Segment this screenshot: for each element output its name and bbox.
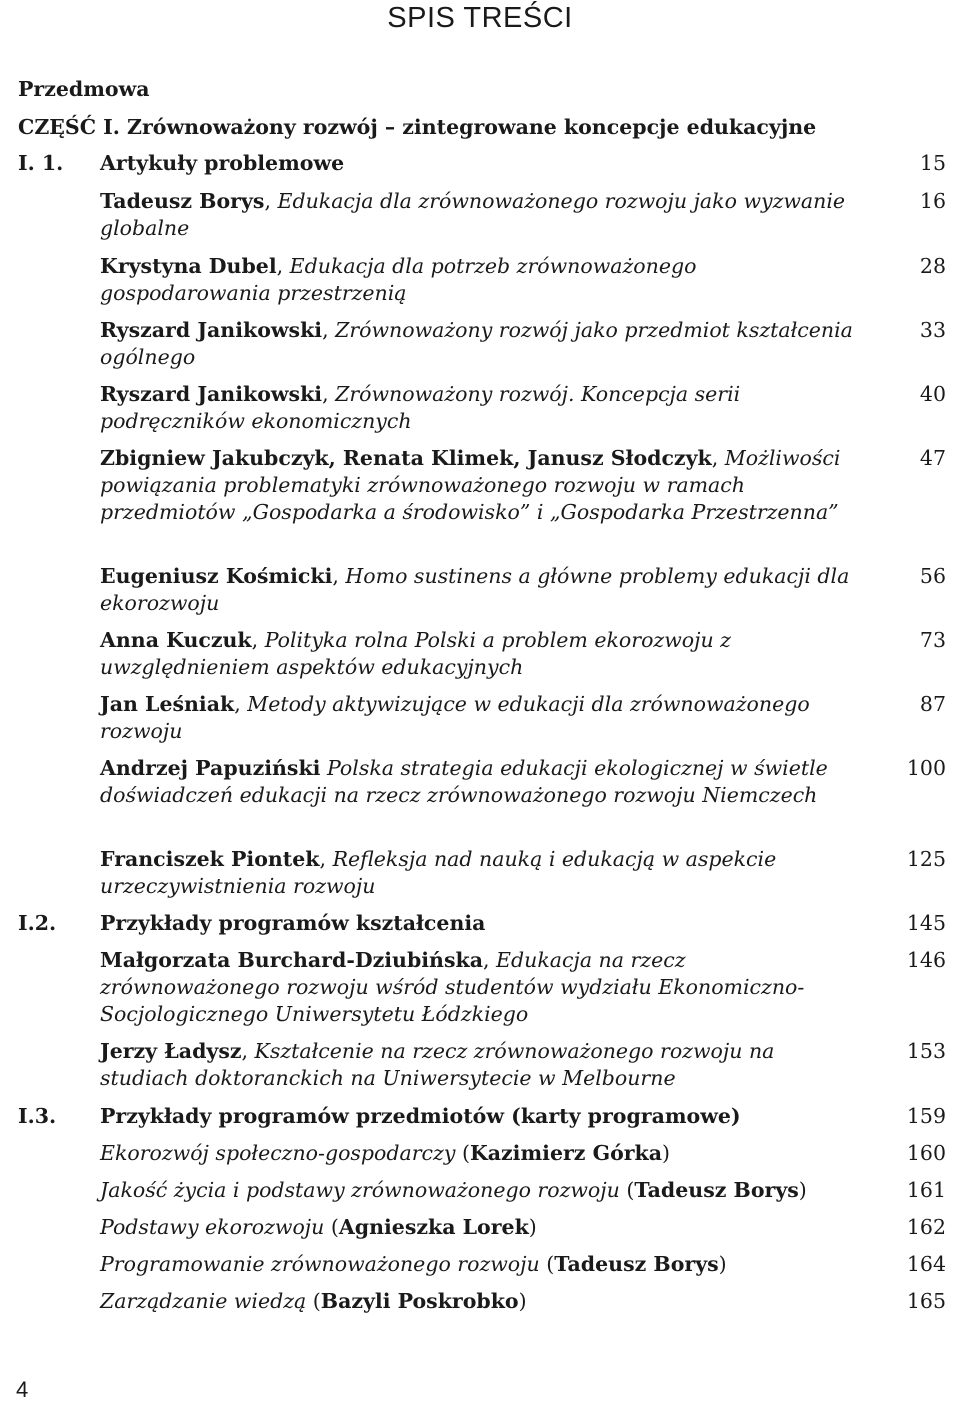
entry-title: Refleksja nad nauką i edukacją w aspekcie urzeczywistnienia rozwoju [100, 847, 777, 898]
toc-entry[interactable] [100, 1038, 946, 1092]
entry-page-number: 56 [919, 564, 946, 588]
entry-title: Metody aktywizujące w edukacji dla zrównoważonego rozwoju [100, 692, 810, 743]
toc-entry[interactable] [100, 755, 946, 809]
entry-author: Franciszek Piontek [100, 847, 320, 871]
entry-title: Edukacja na rzecz zrównoważonego rozwoju wśród studentów wydziału Ekonomiczno-Socjologicznego Uniwersytetu Łódzkiego [100, 948, 805, 1026]
entry-page-number: 28 [919, 254, 946, 278]
entry-title: Edukacja dla zrównoważonego rozwoju jako wyzwanie globalne [100, 189, 846, 240]
entry-text [100, 691, 862, 745]
entry-text [100, 846, 862, 900]
toc-entry[interactable] [100, 947, 946, 1028]
entry-separator: , [711, 446, 725, 470]
entry-title: Zrównoważony rozwój jako przedmiot kształcenia ogólnego [100, 318, 853, 369]
course-title: Zarządzanie wiedzą [100, 1289, 307, 1313]
close-paren: ) [718, 1252, 727, 1276]
entry-text [100, 755, 862, 809]
preface-link[interactable]: Przedmowa [18, 77, 150, 101]
entry-text [100, 1251, 900, 1278]
section-page-number: 159 [906, 1104, 946, 1128]
entry-author: Eugeniusz Kośmicki [100, 564, 333, 588]
entry-text [100, 947, 862, 1028]
toc-entry[interactable] [100, 317, 946, 371]
entry-text [100, 627, 862, 681]
entry-page-number: 162 [906, 1215, 946, 1239]
course-title: Programowanie zrównoważonego rozwoju [100, 1252, 540, 1276]
entry-text [100, 1038, 862, 1092]
section-title[interactable]: Artykuły problemowe [100, 151, 345, 175]
entry-page-number: 100 [906, 756, 946, 780]
entry-title: Zrównoważony rozwój. Koncepcja serii podręczników ekonomicznych [100, 382, 741, 433]
entry-separator: , [264, 189, 278, 213]
course-author: Tadeusz Borys [554, 1252, 719, 1276]
section-title[interactable]: Przykłady programów przedmiotów (karty programowe) [100, 1104, 741, 1128]
entry-author: Ryszard Janikowski [100, 318, 323, 342]
entry-author: Jerzy Ładysz [100, 1039, 242, 1063]
toc-entry[interactable] [100, 253, 946, 307]
entry-author: Krystyna Dubel [100, 254, 277, 278]
section-title[interactable]: Przykłady programów kształcenia [100, 911, 486, 935]
entry-text [100, 1288, 900, 1315]
entry-separator: , [251, 628, 265, 652]
entry-page-number: 164 [906, 1252, 946, 1276]
toc-entry[interactable] [100, 1214, 946, 1241]
entry-page-number: 165 [906, 1289, 946, 1313]
section-number: I. 1. [18, 151, 64, 175]
entry-separator: , [322, 318, 336, 342]
entry-separator: , [483, 948, 497, 972]
entry-page-number: 87 [919, 692, 946, 716]
close-paren: ) [662, 1141, 671, 1165]
entry-author: Andrzej Papuziński [100, 756, 321, 780]
entry-separator: , [332, 564, 346, 588]
entry-title: Homo sustinens a główne problemy edukacji dla ekorozwoju [100, 564, 850, 615]
entry-text [100, 188, 862, 242]
entry-page-number: 160 [906, 1141, 946, 1165]
entry-separator: , [241, 1039, 255, 1063]
entry-author: Ryszard Janikowski [100, 382, 323, 406]
entry-separator: , [322, 382, 336, 406]
toc-entry[interactable] [100, 691, 946, 745]
course-author: Tadeusz Borys [634, 1178, 799, 1202]
course-title: Ekorozwój społeczno-gospodarczy [100, 1141, 456, 1165]
open-paren: ( [324, 1215, 339, 1239]
entry-page-number: 73 [919, 628, 946, 652]
section-number: I.3. [18, 1104, 57, 1128]
entry-author: Zbigniew Jakubczyk, Renata Klimek, Janusz Słodczyk [100, 446, 712, 470]
entry-text [100, 1177, 900, 1204]
entry-text [100, 563, 862, 617]
entry-page-number: 16 [919, 189, 946, 213]
entry-title: Edukacja dla potrzeb zrównoważonego gospodarowania przestrzenią [100, 254, 697, 305]
toc-entry[interactable] [100, 381, 946, 435]
toc-entry[interactable] [100, 627, 946, 681]
entry-text [100, 317, 862, 371]
toc-entry[interactable] [100, 1251, 946, 1278]
entry-title: Polska strategia edukacji ekologicznej w świetle doświadczeń edukacji na rzecz zrównoważonego rozwoju Niemczech [100, 756, 828, 807]
page-number: 4 [16, 1377, 29, 1402]
open-paren: ( [539, 1252, 555, 1276]
course-title: Podstawy ekorozwoju [100, 1215, 325, 1239]
entry-text [100, 1214, 900, 1241]
entry-separator: , [234, 692, 248, 716]
entry-page-number: 125 [906, 847, 946, 871]
entry-page-number: 33 [919, 318, 946, 342]
course-author: Bazyli Poskrobko [320, 1289, 519, 1313]
entry-title: Możliwości powiązania problematyki zrównoważonego rozwoju w ramach przedmiotów „Gospodarka a środowisko” i „Gospodarka Przestrzenna” [100, 446, 841, 524]
section-number: I.2. [18, 911, 57, 935]
toc-entry[interactable] [100, 1288, 946, 1315]
entry-title: Kształcenie na rzecz zrównoważonego rozwoju na studiach doktoranckich na Uniwersytecie w Melbourne [100, 1039, 775, 1090]
page-title: SPIS TREŚCI [387, 2, 573, 34]
course-title: Jakość życia i podstawy zrównoważonego rozwoju [100, 1178, 620, 1202]
close-paren: ) [528, 1215, 537, 1239]
entry-page-number: 161 [906, 1178, 946, 1202]
entry-title: Polityka rolna Polski a problem ekorozwoju z uwzględnieniem aspektów edukacyjnych [100, 628, 731, 679]
toc-entry[interactable] [100, 188, 946, 242]
section-page-number: 15 [919, 151, 946, 175]
toc-entry[interactable] [100, 1140, 946, 1167]
entry-page-number: 47 [919, 446, 946, 470]
part-heading: CZĘŚĆ I. Zrównoważony rozwój – zintegrowane koncepcje edukacyjne [18, 115, 817, 139]
entry-author: Małgorzata Burchard-Dziubińska [100, 948, 483, 972]
close-paren: ) [798, 1178, 807, 1202]
entry-author: Jan Leśniak [100, 692, 235, 716]
course-author: Agnieszka Lorek [338, 1215, 529, 1239]
entry-text [100, 381, 862, 435]
entry-separator: , [319, 847, 333, 871]
entry-page-number: 153 [906, 1039, 946, 1063]
toc-entry[interactable] [100, 563, 946, 617]
toc-entry[interactable] [100, 846, 946, 900]
close-paren: ) [518, 1289, 527, 1313]
open-paren: ( [619, 1178, 635, 1202]
section-page-number: 145 [906, 911, 946, 935]
entry-page-number: 40 [919, 382, 946, 406]
entry-author: Anna Kuczuk [100, 628, 252, 652]
toc-entry[interactable] [100, 1177, 946, 1204]
open-paren: ( [306, 1289, 321, 1313]
entry-text [100, 253, 862, 307]
entry-text [100, 1140, 900, 1167]
course-author: Kazimierz Górka [469, 1141, 663, 1165]
entry-text [100, 445, 862, 526]
entry-separator: , [276, 254, 290, 278]
entry-page-number: 146 [906, 948, 946, 972]
toc-entry[interactable] [100, 445, 946, 526]
open-paren: ( [455, 1141, 470, 1165]
entry-author: Tadeusz Borys [100, 189, 265, 213]
